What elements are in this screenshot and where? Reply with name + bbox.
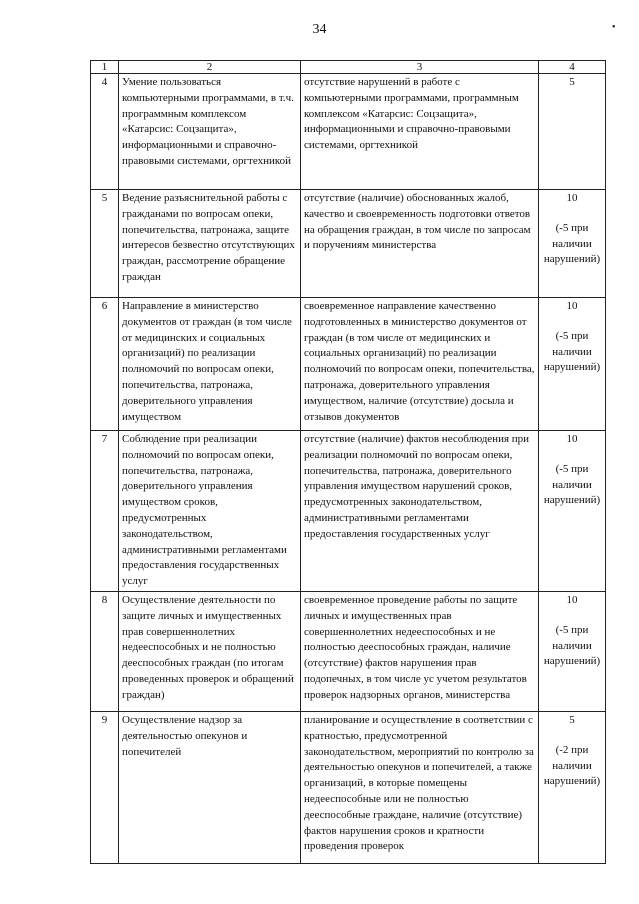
penalty-note: (-5 при наличии нарушений) [543, 623, 601, 668]
table-row [91, 74, 606, 190]
row-number: 5 [91, 190, 119, 298]
indicator-cell: отсутствие (наличие) фактов несоблюдения при реализации полномочий по вопросам опеки, попечительства, патронажа, доверительного управления имуществом нарушений сроков, предусмотренных законодательством, административными регламентами предоставления государственных услуг [301, 431, 539, 592]
points-value: 10 [566, 300, 578, 312]
header-cell: 4 [539, 61, 606, 74]
indicator-cell: отсутствие нарушений в работе с компьютерными программами, программным комплексом «Катарсис: Соцзащита», информационными и справочно-правовыми системами, оргтехникой [301, 74, 539, 190]
criterion-cell: Ведение разъяснительной работы с гражданами по вопросам опеки, попечительства, патронажа, защите интересов безвестно отсутствующих граждан, рассмотрение обращение граждан [119, 190, 301, 298]
points-value: 10 [566, 433, 578, 445]
indicator-cell: своевременное направление качественно подготовленных в министерство документов от граждан (в том числе от медицинских и социальных организаций) по реализации полномочий по вопросам опеки, попечительства, патронажа, доверительного управления имуществом, наличие (отсутствие) досыла и отзывов документов [301, 298, 539, 431]
points-value: 10 [566, 192, 578, 204]
points-cell [539, 298, 606, 431]
points-value: 5 [569, 713, 575, 726]
criterion-cell: Направление в министерство документов от граждан (в том числе от медицинских и социальных организаций) по реализации полномочий по вопросам опеки, попечительства, патронажа, доверительного управления имуществом [119, 298, 301, 431]
table-row [91, 591, 606, 711]
penalty-note: (-5 при наличии нарушений) [543, 221, 601, 266]
header-cell: 2 [119, 61, 301, 74]
penalty-note: (-5 при наличии нарушений) [543, 462, 601, 507]
points-value: 10 [566, 593, 578, 606]
points-cell [539, 74, 606, 190]
indicator-cell: планирование и осуществление в соответствии с кратностью, предусмотренной законодательством, мероприятий по контролю за деятельностью опекунов и попечителей, а также организаций, в которые помещены недееспособные или не полностью дееспособные граждане, наличие (отсутствие) фактов нарушения сроков и кратности проведения проверок [301, 711, 539, 863]
corner-mark: • [612, 22, 616, 33]
criterion-cell: Соблюдение при реализации полномочий по вопросам опеки, попечительства, патронажа, доверительного управления имуществом сроков, предусмотренных законодательством, административными регламентами предоставления государственных услуг [119, 431, 301, 592]
header-cell: 3 [301, 61, 539, 74]
criterion-cell: Умение пользоваться компьютерными программами, в т.ч. программным комплексом «Катарсис: Соцзащита», информационными и справочно-правовыми системами, оргтехникой [119, 74, 301, 190]
row-number: 6 [91, 298, 119, 431]
indicator-cell: отсутствие (наличие) обоснованных жалоб, качество и своевременность подготовки ответов на обращения граждан, в том числе по запросам и поручениям министерства [301, 190, 539, 298]
points-cell [539, 711, 606, 863]
points-cell [539, 431, 606, 592]
table-row [91, 190, 606, 298]
points-cell [539, 591, 606, 711]
penalty-note: (-5 при наличии нарушений) [543, 329, 601, 374]
header-cell: 1 [91, 61, 119, 74]
row-number: 4 [91, 74, 119, 190]
penalty-note: (-2 при наличии нарушений) [543, 743, 601, 788]
criterion-cell: Осуществление надзор за деятельностью опекунов и попечителей [119, 711, 301, 863]
table-row [91, 298, 606, 431]
table-row [91, 431, 606, 592]
indicator-cell: своевременное проведение работы по защите личных и имущественных прав совершеннолетних недееспособных и не полностью дееспособных граждан, наличие (отсутствие) фактов нарушения прав подопечных, в том числе ус учетом результатов проверок надзорных органов, министерства [301, 591, 539, 711]
row-number: 7 [91, 431, 119, 592]
row-number: 9 [91, 711, 119, 863]
table-row [91, 711, 606, 863]
points-cell [539, 190, 606, 298]
row-number: 8 [91, 591, 119, 711]
page-number: 34 [312, 22, 327, 37]
points-value: 5 [569, 76, 575, 88]
criteria-table [90, 60, 606, 864]
table-header-row [91, 61, 606, 74]
criterion-cell: Осуществление деятельности по защите личных и имущественных прав совершеннолетних недееспособных и не полностью дееспособных граждан (по итогам проведенных проверок и обращений граждан) [119, 591, 301, 711]
